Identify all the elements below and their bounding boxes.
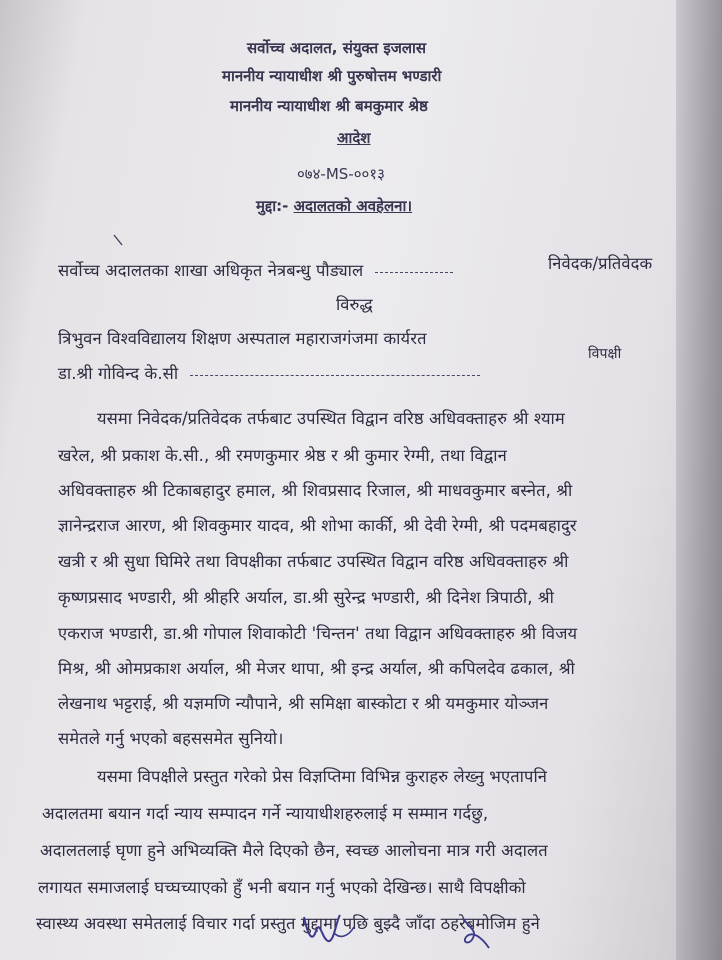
para1-line: समेतले गर्नु भएको बहससमेत सुनियो। <box>58 729 284 748</box>
para1-line: ज्ञानेन्द्रराज आरण, श्री शिवकुमार यादव, श्री शोभा कार्की, श्री देवी रेग्मी, श्री पदमबहादुर <box>58 516 577 535</box>
judge-1: माननीय न्यायाधीश श्री पुरुषोत्तम भण्डारी <box>222 67 442 85</box>
para1-line: खत्री र श्री सुधा घिमिरे तथा विपक्षीका तर्फबाट उपस्थित विद्वान वरिष्ठ अधिवक्ताहरु श्री <box>58 552 569 571</box>
judge-2: माननीय न्यायाधीश श्री बमकुमार श्रेष्ठ <box>230 97 428 115</box>
para2-line: यसमा विपक्षीले प्रस्तुत गरेको प्रेस विज्ञप्तिमा विभिन्न कुराहरु लेख्नु भएतापनि <box>97 767 548 786</box>
respondent-affiliation: त्रिभुवन विश्वविद्यालय शिक्षण अस्पताल महाराजगंजमा कार्यरत <box>58 329 427 348</box>
court-name: सर्वोच्च अदालत, संयुक्त इजलास <box>247 39 427 57</box>
signature-icon <box>455 912 495 952</box>
petitioner-role: निवेदक/प्रतिवेदक <box>548 254 653 273</box>
signature-icon <box>300 905 360 950</box>
case-title: मुद्दा:- अदालतको अवहेलना। <box>256 197 413 215</box>
para1-line: मिश्र, श्री ओमप्रकाश अर्याल, श्री मेजर थापा, श्री इन्द्र अर्याल, श्री कपिलदेव ढकाल, श्री <box>58 659 575 678</box>
para2-line: अदालतमा बयान गर्दा न्याय सम्पादन गर्ने न्यायाधीशहरुलाई म सम्मान गर्दछु, <box>42 804 489 823</box>
para2-line: अदालतलाई घृणा हुने अभिव्यक्ति मैले दिएको छैन, स्वच्छ आलोचना मात्र गरी अदालत <box>40 841 548 860</box>
pen-mark-icon <box>112 233 126 247</box>
petitioner: सर्वोच्च अदालतका शाखा अधिकृत नेत्रबन्धु पौड्याल <box>58 258 453 281</box>
para2-line: स्वास्थ्य अवस्था समेतलाई विचार गर्दा प्रस्तुत मुद्दामा पछि बुझ्दै जाँदा ठहरेबमोजिम हुने <box>36 914 540 933</box>
dashed-line <box>190 374 480 376</box>
case-number: ०७४-MS-००१३ <box>297 165 385 183</box>
para1-line: खरेल, श्री प्रकाश के.सी., श्री रमणकुमार श्रेष्ठ र श्री कुमार रेग्मी, तथा विद्वान <box>58 446 507 465</box>
respondent: डा.श्री गोविन्द के.सी <box>58 361 480 384</box>
versus-label: विरुद्ध <box>336 295 373 314</box>
para1-line: अधिवक्ताहरु श्री टिकाबहादुर हमाल, श्री शिवप्रसाद रिजाल, श्री माधवकुमार बस्नेत, श्री <box>58 481 573 500</box>
para1-line: यसमा निवेदक/प्रतिवेदक तर्फबाट उपस्थित विद्वान वरिष्ठ अधिवक्ताहरु श्री श्याम <box>97 409 565 428</box>
dashed-line <box>375 271 453 273</box>
page-fold-shadow <box>676 0 722 960</box>
respondent-role: विपक्षी <box>588 346 622 362</box>
para1-line: एकराज भण्डारी, डा.श्री गोपाल शिवाकोटी 'चिन्तन' तथा विद्वान अधिवक्ताहरु श्री विजय <box>58 624 578 643</box>
order-title: आदेश <box>337 129 371 147</box>
para1-line: लेखनाथ भट्टराई, श्री यज्ञमणि न्यौपाने, श्री समिक्षा बास्कोटा र श्री यमकुमार योञ्जन <box>58 694 549 713</box>
para2-line: लगायत समाजलाई घच्घच्याएको हुँ भनी बयान गर्नु भएको देखिन्छ। साथै विपक्षीको <box>38 878 526 897</box>
case-subject: अदालतको अवहेलना। <box>293 197 413 215</box>
para1-line: कृष्णप्रसाद भण्डारी, श्री श्रीहरि अर्याल, डा.श्री सुरेन्द्र भण्डारी, श्री दिनेश त्रिपाठी, श्री <box>58 588 554 607</box>
